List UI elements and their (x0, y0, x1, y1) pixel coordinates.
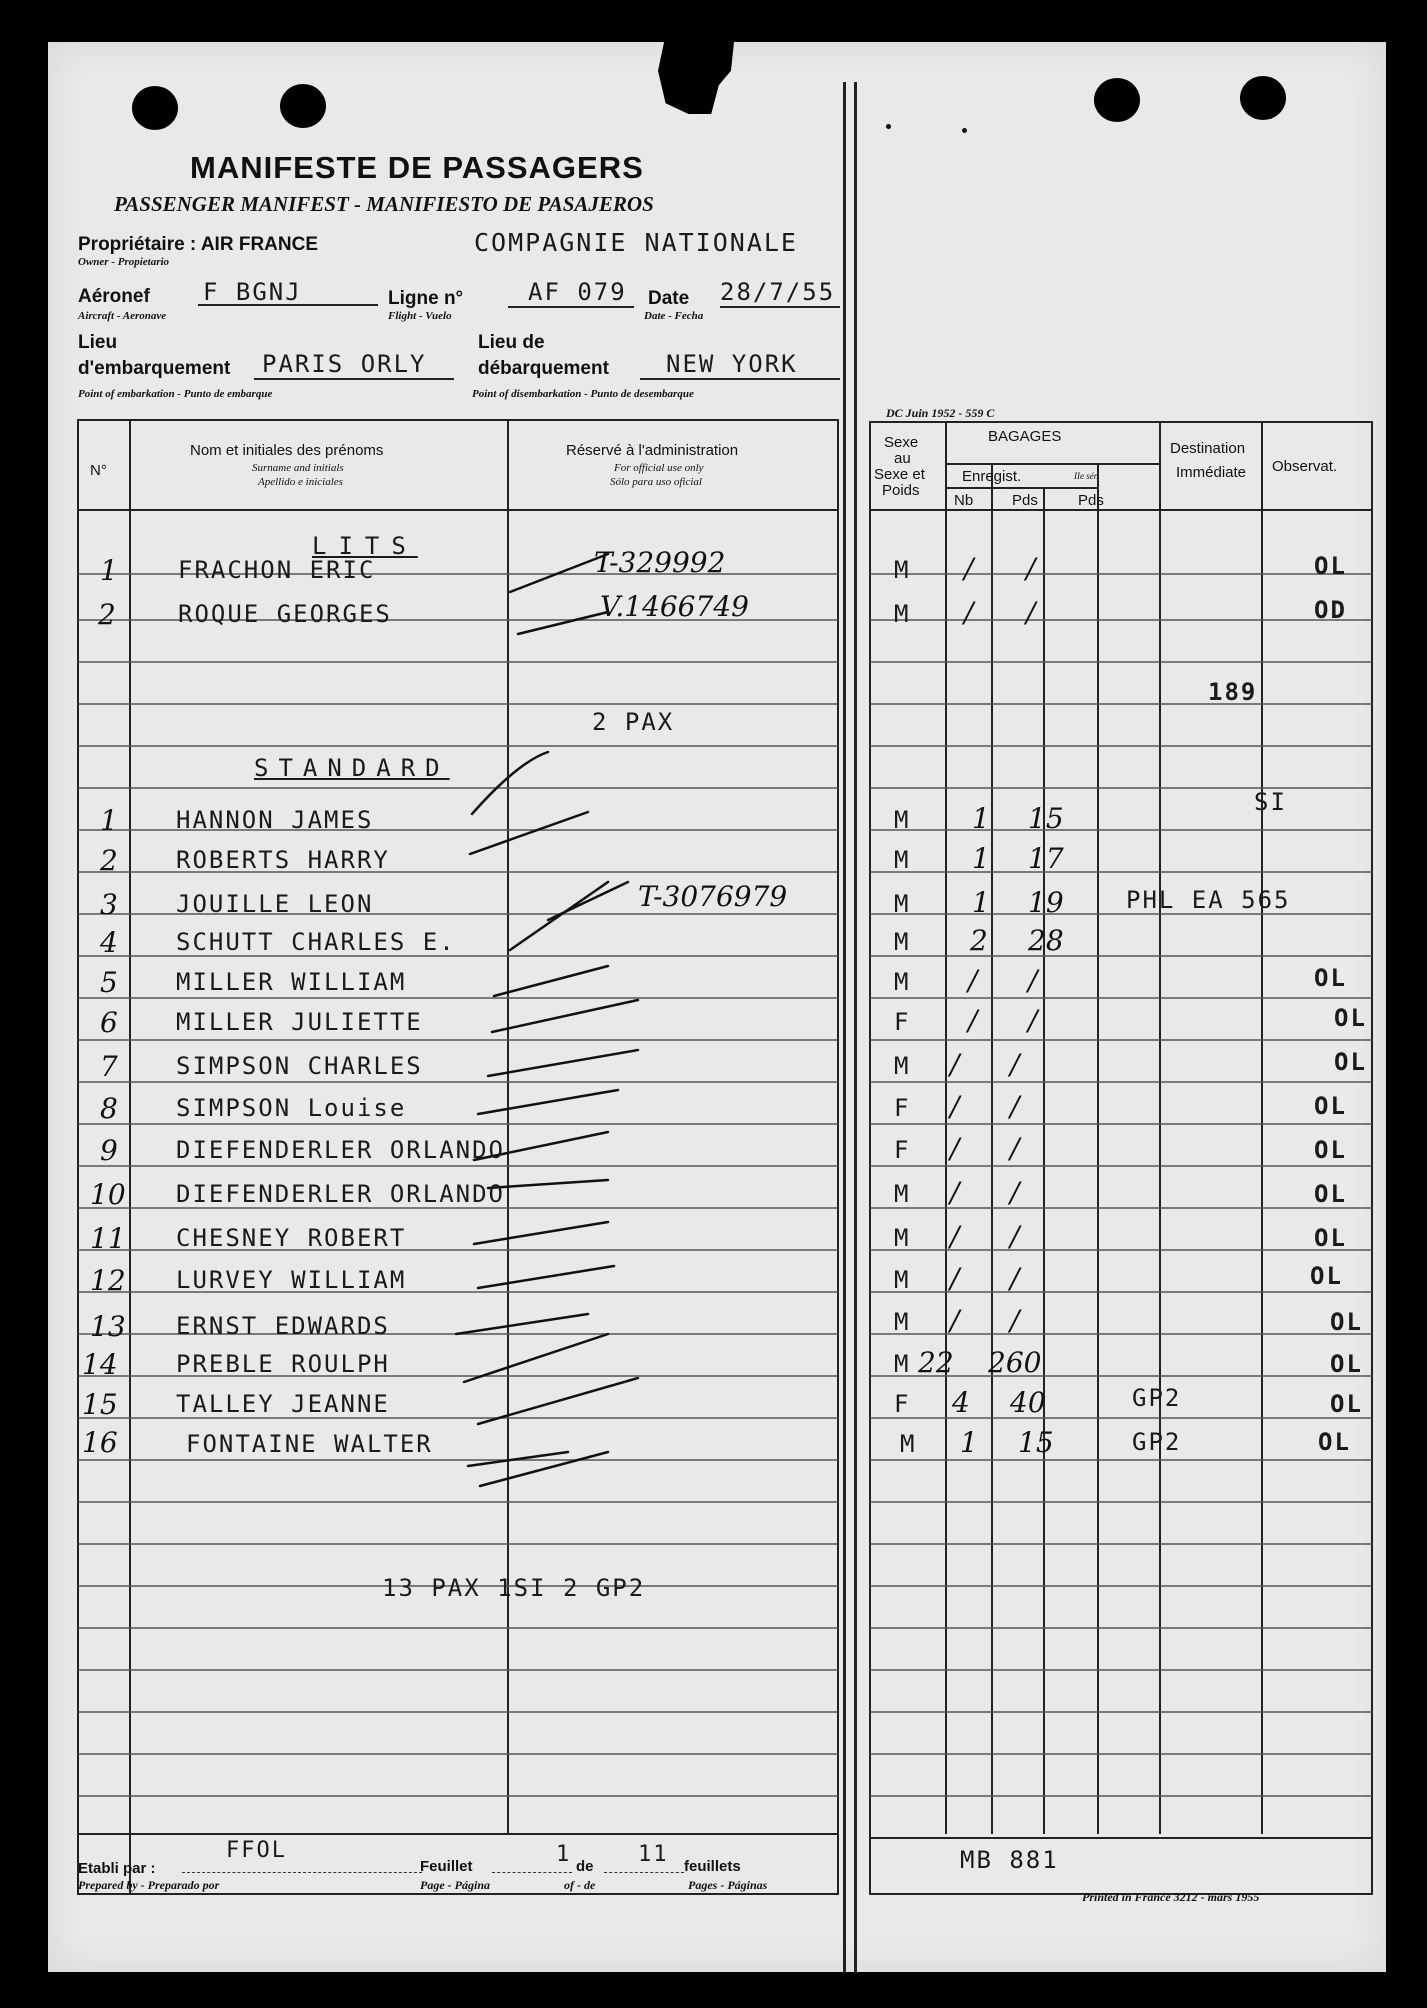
col-observations: Observat. (1272, 458, 1338, 475)
section-standard: STANDARD (254, 754, 450, 782)
date-value: 28/7/55 (720, 278, 836, 306)
col-name-sub1: Surname and initials (252, 462, 344, 474)
baggage-nb: / (950, 1176, 960, 1209)
page-label: Feuillet (420, 1858, 473, 1875)
manifest-sheet (48, 42, 1386, 1972)
row-number: 8 (100, 1092, 118, 1125)
baggage-nb: 4 (952, 1386, 970, 1419)
row-number: 10 (90, 1178, 126, 1211)
col-no: N° (90, 462, 107, 479)
baggage-pds: / (1010, 1220, 1020, 1253)
row-number: 3 (100, 888, 118, 921)
lits-total: 2 PAX (592, 708, 675, 736)
passenger-name: MILLER WILLIAM (176, 968, 407, 996)
row-number: 16 (82, 1426, 118, 1459)
disembark-label-2: débarquement (478, 358, 609, 379)
baggage-nb: / (950, 1090, 960, 1123)
note-si: SI (1254, 788, 1287, 816)
prepared-sub: Prepared by - Preparado por (78, 1878, 220, 1892)
observation: OL (1314, 1180, 1347, 1208)
embark-label-2: d'embarquement (78, 358, 231, 379)
col-pds: Pds (1012, 492, 1038, 509)
passenger-name: SIMPSON CHARLES (176, 1052, 423, 1080)
disembark-label-1: Lieu de (478, 332, 545, 353)
observation: OL (1314, 1092, 1347, 1120)
row-number: 2 (100, 844, 118, 877)
baggage-nb: 1 (972, 802, 990, 835)
col-sex-2: au (894, 450, 911, 467)
sex: M (894, 600, 911, 628)
sex: F (894, 1390, 911, 1418)
baggage-pds: 19 (1028, 886, 1064, 919)
manifest-subtitle: PASSENGER MANIFEST - MANIFIESTO DE PASAJEROS (114, 192, 654, 216)
row-number: 1 (100, 554, 118, 587)
owner-value: COMPAGNIE NATIONALE (474, 228, 798, 257)
col-admin-sub2: Sólo para uso oficial (610, 476, 702, 488)
flight-label: Ligne n° (388, 288, 464, 309)
admin-note: T-3076979 (638, 880, 788, 913)
observation: OL (1314, 1136, 1347, 1164)
passenger-name: CHESNEY ROBERT (176, 1224, 407, 1252)
total-pages-value: 11 (638, 1842, 669, 1867)
sheets-sub: Pages - Páginas (688, 1878, 768, 1892)
baggage-nb: / (950, 1132, 960, 1165)
row-number: 7 (100, 1050, 118, 1083)
row-number: 4 (100, 926, 118, 959)
passenger-name: ROQUE GEORGES (178, 600, 392, 628)
baggage-nb: / (950, 1304, 960, 1337)
observation: OD (1314, 596, 1347, 624)
baggage-nb: / (968, 964, 978, 997)
observation: OL (1330, 1350, 1363, 1378)
disembark-sub: Point of disembarkation - Punto de desembarque (472, 388, 694, 400)
passenger-name: PREBLE ROULPH (176, 1350, 390, 1378)
baggage-pds: 260 (988, 1346, 1042, 1379)
baggage-nb: / (950, 1262, 960, 1295)
passenger-name: JOUILLE LEON (176, 890, 374, 918)
sex: F (894, 1136, 911, 1164)
row-number: 9 (100, 1134, 118, 1167)
sex: M (894, 968, 911, 996)
col-class2: IIe sér. (1074, 471, 1099, 481)
sex: M (894, 1308, 911, 1336)
baggage-pds: / (1028, 964, 1038, 997)
sex: M (894, 928, 911, 956)
form-reference: DC Juin 1952 - 559 C (886, 406, 995, 420)
disembark-value: NEW YORK (666, 350, 798, 378)
row-number: 13 (90, 1310, 126, 1343)
passenger-name: MILLER JULIETTE (176, 1008, 423, 1036)
prepared-label: Etabli par : (78, 1860, 156, 1877)
baggage-pds: 17 (1028, 842, 1064, 875)
passenger-name: TALLEY JEANNE (176, 1390, 390, 1418)
embark-label-1: Lieu (78, 332, 118, 353)
passenger-name: SCHUTT CHARLES E. (176, 928, 456, 956)
row-number: 15 (82, 1388, 118, 1421)
admin-note: V.1466749 (600, 590, 749, 623)
baggage-pds: 28 (1028, 924, 1064, 957)
sex: M (894, 806, 911, 834)
sex: F (894, 1008, 911, 1036)
destination: GP2 (1132, 1384, 1182, 1412)
col-registered: Enregist. (962, 468, 1022, 485)
embark-value: PARIS ORLY (262, 350, 427, 378)
passenger-name: ERNST EDWARDS (176, 1312, 390, 1340)
passenger-name: DIEFENDERLER ORLANDO (176, 1180, 505, 1208)
date-label: Date (648, 288, 690, 309)
baggage-pds: 15 (1018, 1426, 1054, 1459)
observation: OL (1314, 964, 1347, 992)
sex: M (894, 846, 911, 874)
table-grid (48, 42, 1386, 1972)
baggage-pds: / (1010, 1262, 1020, 1295)
baggage-pds: 15 (1028, 802, 1064, 835)
col-pds2: Pds (1078, 492, 1104, 509)
baggage-nb: 1 (960, 1426, 978, 1459)
passenger-name: LURVEY WILLIAM (176, 1266, 407, 1294)
col-dest-1: Destination (1170, 440, 1246, 457)
col-nb: Nb (954, 492, 974, 509)
baggage-nb: / (964, 596, 974, 629)
baggage-pds: / (1010, 1048, 1020, 1081)
row-number: 1 (100, 804, 118, 837)
baggage-nb: / (964, 552, 974, 585)
observation: OL (1310, 1262, 1343, 1290)
sex: M (894, 1266, 911, 1294)
observation: OL (1314, 552, 1347, 580)
aircraft-value: F BGNJ (203, 278, 302, 306)
col-sex-3: Sexe et (874, 466, 925, 483)
col-sex-4: Poids (882, 482, 920, 499)
flight-value: AF 079 (528, 278, 627, 306)
baggage-pds: / (1026, 596, 1036, 629)
sheets-label: feuillets (684, 1858, 741, 1875)
passenger-name: SIMPSON Louise (176, 1094, 407, 1122)
observation: OL (1334, 1004, 1367, 1032)
row-number: 11 (90, 1222, 126, 1255)
sex: M (894, 1052, 911, 1080)
passenger-name: FRACHON ERIC (178, 556, 376, 584)
sex: M (894, 1350, 911, 1378)
baggage-pds: / (1026, 552, 1036, 585)
col-dest-2: Immédiate (1176, 464, 1247, 481)
sex: M (894, 890, 911, 918)
baggage-nb: / (968, 1004, 978, 1037)
baggage-nb: / (950, 1220, 960, 1253)
col-admin-sub1: For official use only (614, 462, 704, 474)
col-name: Nom et initiales des prénoms (190, 442, 384, 459)
sex: M (900, 1430, 917, 1458)
row-number: 5 (100, 966, 118, 999)
owner-sub: Owner - Propietario (78, 256, 170, 268)
aircraft-label: Aéronef (78, 286, 150, 307)
passenger-name: DIEFENDERLER ORLANDO (176, 1136, 505, 1164)
sex: M (894, 556, 911, 584)
baggage-nb: 22 (918, 1346, 954, 1379)
of-label: de (576, 1858, 594, 1875)
col-baggage: BAGAGES (988, 428, 1062, 445)
flight-sub: Flight - Vuelo (388, 310, 452, 322)
baggage-pds: 40 (1010, 1386, 1046, 1419)
embark-sub: Point of embarkation - Punto de embarque (78, 388, 273, 400)
col-admin: Réservé à l'administration (566, 442, 739, 459)
prepared-value: FFOL (226, 1838, 287, 1863)
sex: M (894, 1224, 911, 1252)
admin-note: T-329992 (594, 546, 726, 579)
row-number: 2 (98, 598, 116, 631)
baggage-nb: 2 (970, 924, 988, 957)
observation: OL (1318, 1428, 1351, 1456)
printed-note: Printed in France 3212 - mars 1955 (1082, 1890, 1260, 1904)
passenger-name: HANNON JAMES (176, 806, 374, 834)
observation: OL (1330, 1390, 1363, 1418)
observation: OL (1330, 1308, 1363, 1336)
sex: M (894, 1180, 911, 1208)
summary-line: 13 PAX 1SI 2 GP2 (382, 1574, 646, 1602)
of-sub: of - de (564, 1878, 596, 1892)
col-name-sub2: Apellido e iniciales (258, 476, 343, 488)
destination: GP2 (1132, 1428, 1182, 1456)
observation: OL (1314, 1224, 1347, 1252)
mb-code: MB 881 (960, 1846, 1059, 1874)
note-189: 189 (1208, 678, 1258, 706)
baggage-nb: 1 (972, 886, 990, 919)
sex: F (894, 1094, 911, 1122)
baggage-nb: 1 (972, 842, 990, 875)
baggage-pds: / (1010, 1090, 1020, 1123)
date-sub: Date - Fecha (644, 310, 704, 322)
page-value: 1 (556, 1842, 572, 1867)
owner-label: Propriétaire : AIR FRANCE (78, 234, 318, 255)
row-number: 6 (100, 1006, 118, 1039)
baggage-pds: / (1028, 1004, 1038, 1037)
row-number: 14 (82, 1348, 118, 1381)
row-number: 12 (90, 1264, 126, 1297)
page-sub: Page - Página (420, 1878, 490, 1892)
baggage-pds: / (1010, 1176, 1020, 1209)
manifest-title: MANIFESTE DE PASSAGERS (190, 150, 644, 185)
destination: PHL EA 565 (1126, 886, 1291, 914)
baggage-nb: / (950, 1048, 960, 1081)
baggage-pds: / (1010, 1304, 1020, 1337)
aircraft-sub: Aircraft - Aeronave (78, 310, 167, 322)
passenger-name: ROBERTS HARRY (176, 846, 390, 874)
passenger-name: FONTAINE WALTER (186, 1430, 433, 1458)
baggage-pds: / (1010, 1132, 1020, 1165)
col-sex-1: Sexe (884, 434, 919, 451)
observation: OL (1334, 1048, 1367, 1076)
section-lits: LITS (312, 532, 418, 560)
